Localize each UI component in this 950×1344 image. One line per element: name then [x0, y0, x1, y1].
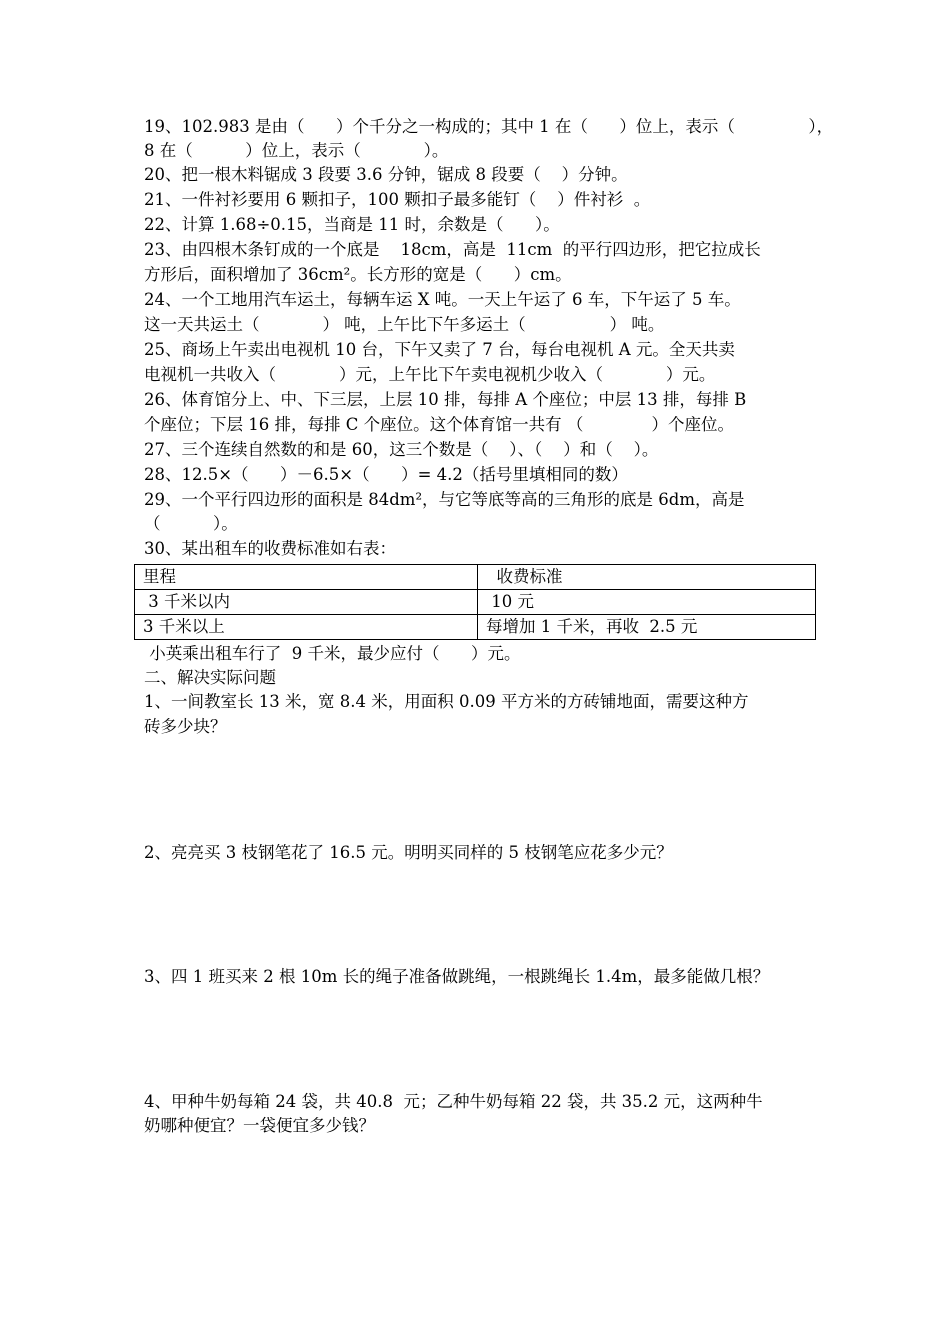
- fare-table: [134, 564, 816, 640]
- problem-3: 3、四 1 班买来 2 根 10m 长的绳子准备做跳绳，一根跳绳长 1.4m，最多能做几根？: [144, 967, 770, 986]
- question-23-line-1: 23、由四根木条钉成的一个底是 18cm，高是 11cm 的平行四边形，把它拉成长: [144, 240, 761, 259]
- question-30-intro: 30、某出租车的收费标准如右表：: [144, 539, 396, 558]
- table-cell: 3 千米以内: [135, 590, 478, 615]
- question-19-line-2: 8 在（ ）位上，表示（ ）。: [144, 141, 449, 160]
- question-25-line-2: 电视机一共收入（ ）元，上午比下午卖电视机少收入（ ）元。: [144, 365, 716, 384]
- problem-2: 2、亮亮买 3 枝钢笔花了 16.5 元。明明买同样的 5 枝钢笔应花多少元？: [144, 843, 673, 862]
- problem-1-line-1: 1、一间教室长 13 米，宽 8.4 米，用面积 0.09 平方米的方砖铺地面，需要这种方: [144, 692, 749, 711]
- table-row: [135, 565, 816, 590]
- question-30-question: 小英乘出租车行了 9 千米，最少应付（ ）元。: [144, 644, 521, 663]
- question-23-line-2: 方形后，面积增加了 36cm²。长方形的宽是（ ）cm。: [144, 265, 572, 284]
- table-cell: 3 千米以上: [135, 615, 478, 640]
- question-21: 21、一件衬衫要用 6 颗扣子，100 颗扣子最多能钉（ ）件衬衫 。: [144, 190, 651, 209]
- question-19-line-1: 19、102.983 是由（ ）个千分之一构成的；其中 1 在（ ）位上，表示（ ），: [144, 117, 834, 136]
- problem-1-line-2: 砖多少块？: [144, 717, 227, 736]
- question-26-line-2: 个座位；下层 16 排，每排 C 个座位。这个体育馆一共有 （ ）个座位。: [144, 415, 735, 434]
- table-header-cell: 收费标准: [477, 565, 815, 590]
- table-row: [135, 590, 816, 615]
- table-cell: 每增加 1 千米，再收 2.5 元: [477, 615, 815, 640]
- problem-4-line-1: 4、甲种牛奶每箱 24 袋，共 40.8 元；乙种牛奶每箱 22 袋，共 35.2 元，这两种牛: [144, 1092, 763, 1111]
- table-cell: 10 元: [477, 590, 815, 615]
- question-20: 20、把一根木料锯成 3 段要 3.6 分钟，锯成 8 段要（ ）分钟。: [144, 165, 628, 184]
- question-26-line-1: 26、体育馆分上、中、下三层，上层 10 排，每排 A 个座位；中层 13 排，每排 B: [144, 390, 747, 409]
- section-heading: 二、解决实际问题: [144, 668, 276, 687]
- question-25-line-1: 25、商场上午卖出电视机 10 台，下午又卖了 7 台，每台电视机 A 元。全天共卖: [144, 340, 735, 359]
- question-22: 22、计算 1.68÷0.15，当商是 11 时，余数是（ ）。: [144, 215, 560, 234]
- question-24-line-1: 24、一个工地用汽车运土，每辆车运 X 吨。一天上午运了 6 车，下午运了 5 车。: [144, 290, 741, 309]
- problem-4-line-2: 奶哪种便宜？一袋便宜多少钱？: [144, 1116, 375, 1135]
- table-header-cell: 里程: [135, 565, 478, 590]
- question-28: 28、12.5×（ ）－6.5×（ ）= 4.2（括号里填相同的数）: [144, 465, 628, 484]
- question-29-line-1: 29、一个平行四边形的面积是 84dm²，与它等底等高的三角形的底是 6dm，高是: [144, 490, 745, 509]
- question-27: 27、三个连续自然数的和是 60，这三个数是（ ）、（ ）和（ ）。: [144, 440, 659, 459]
- question-29-line-2: （ ）。: [144, 514, 238, 533]
- question-24-line-2: 这一天共运土（ ） 吨，上午比下午多运土（ ） 吨。: [144, 315, 665, 334]
- table-row: [135, 615, 816, 640]
